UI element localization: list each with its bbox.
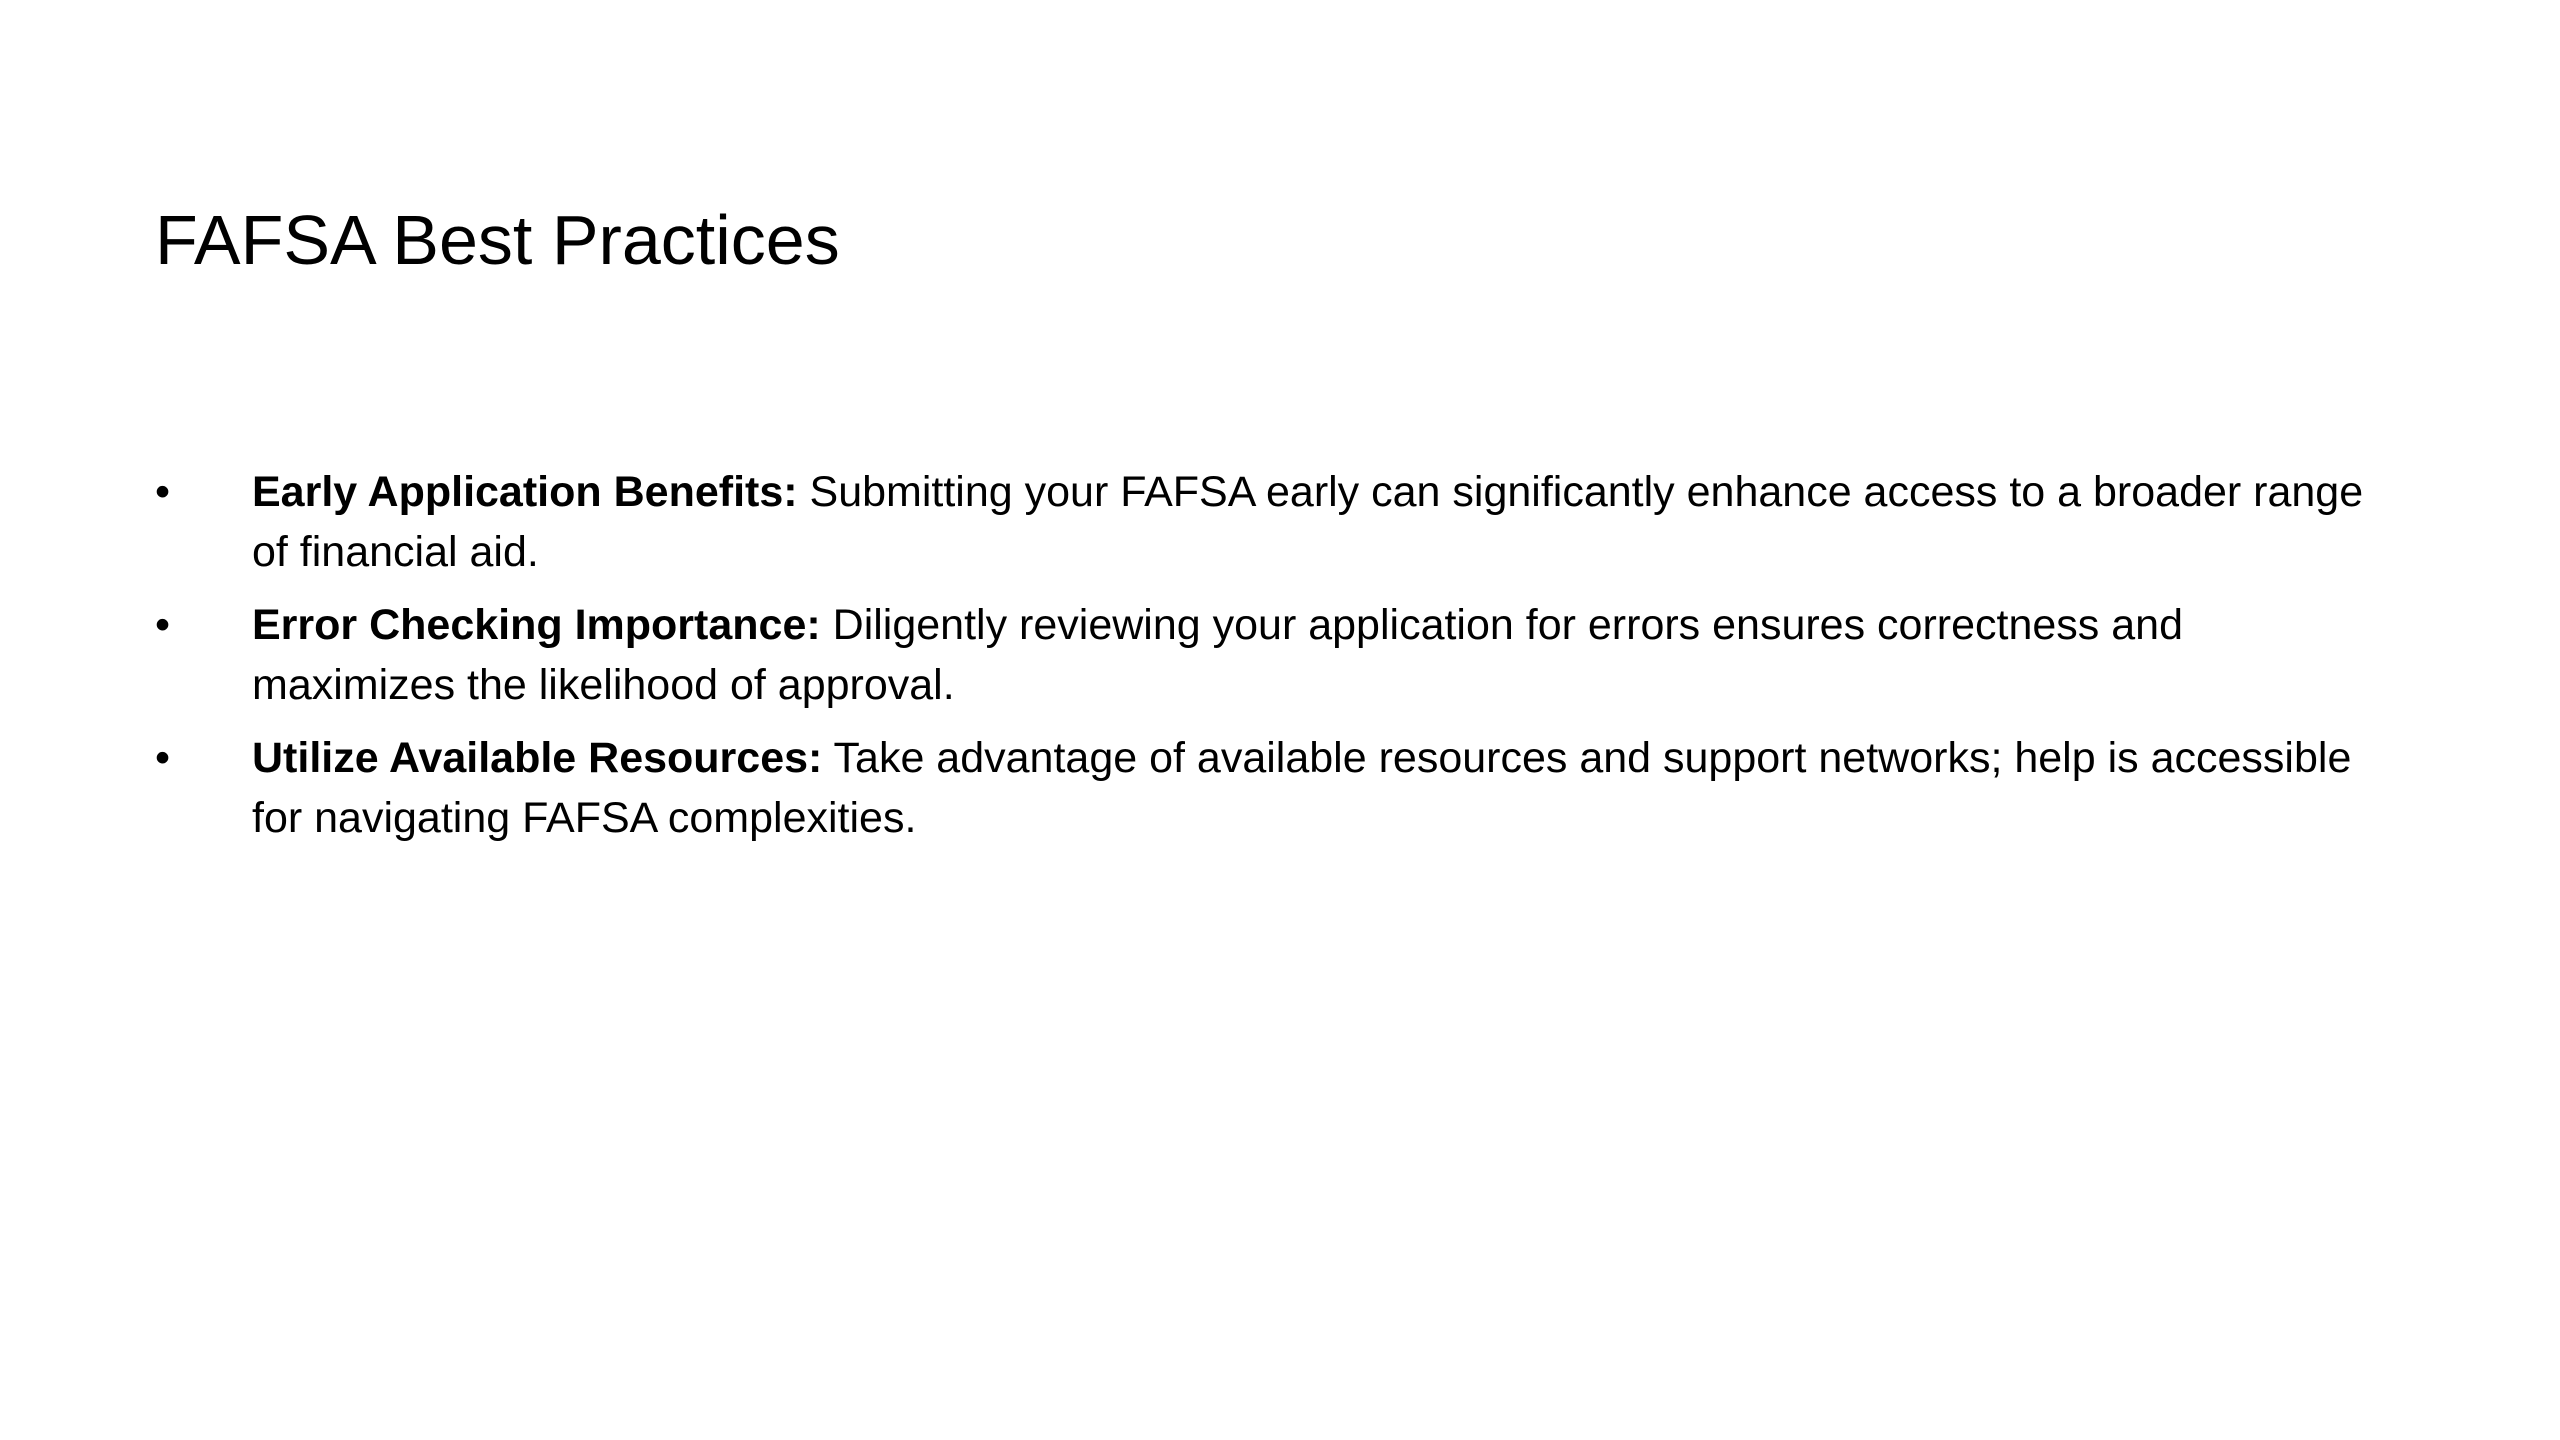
bullet-list (155, 462, 2385, 861)
bullet-lead: Utilize Available Resources: (252, 734, 823, 782)
bullet-lead: Error Checking Importance: (252, 601, 821, 649)
bullet-dot-icon: • (155, 734, 171, 782)
bullet-item-early-application (155, 462, 2385, 582)
bullet-text: Diligently reviewing your application for errors ensures correctness and maximizes the likelihood of approval. (252, 601, 2183, 709)
bullet-dot-icon: • (155, 601, 171, 649)
bullet-text: Take advantage of available resources and support networks; help is accessible for navigating FAFSA complexities. (252, 734, 2352, 842)
bullet-item-error-checking (155, 595, 2385, 715)
bullet-lead: Early Application Benefits: (252, 468, 798, 516)
bullet-text: Submitting your FAFSA early can significantly enhance access to a broader range of financial aid. (252, 468, 2364, 576)
slide-title: FAFSA Best Practices (155, 201, 840, 279)
bullet-item-utilize-resources (155, 728, 2385, 848)
bullet-dot-icon: • (155, 468, 171, 516)
